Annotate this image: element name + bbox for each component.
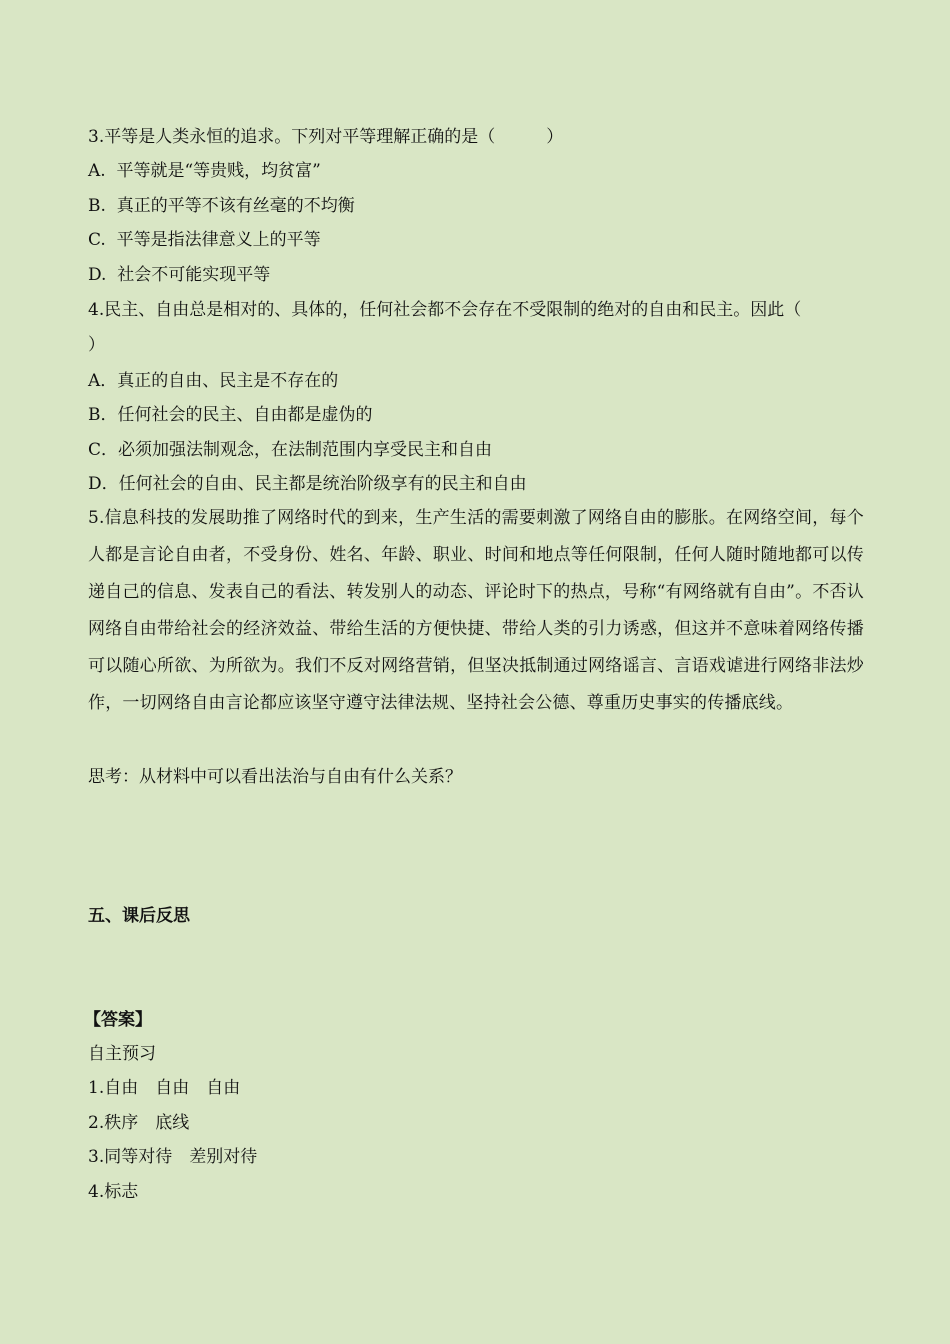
q4-option-d: D．任何社会的自由、民主都是统治阶级享有的民主和自由: [88, 474, 527, 494]
q4-option-b: B．任何社会的民主、自由都是虚伪的: [88, 405, 373, 425]
section-heading-reflection: 五、课后反思: [88, 906, 190, 926]
q3-option-b: B. 真正的平等不该有丝毫的不均衡: [88, 196, 355, 216]
q4-option-c: C．必须加强法制观念，在法制范围内享受民主和自由: [88, 440, 493, 460]
q5-material: 5.信息科技的发展助推了网络时代的到来，生产生活的需要刺激了网络自由的膨胀。在网络空间，每个人都是言论自由者，不受身份、姓名、年龄、职业、时间和地点等任何限制，任何人随时随地都可以传递自己的信息、发表自己的看法、转发别人的动态、评论时下的热点，号称“有网络就有自由”。不否认网络自由带给社会的经济效益、带给生活的方便快捷、带给人类的引力诱惑，但这并不意味着网络传播可以随心所欲、为所欲为。我们不反对网络营销，但坚决抵制通过网络谣言、言语戏谑进行网络非法炒作，一切网络自由言论都应该坚守遵守法律法规、坚持社会公德、尊重历史事实的传播底线。: [88, 508, 864, 713]
q3-option-a: A. 平等就是“等贵贱，均贫富”: [88, 161, 321, 181]
q3-option-c: C. 平等是指法律意义上的平等: [88, 230, 321, 250]
answers-subheading: 自主预习: [88, 1044, 156, 1064]
q4-option-a: A．真正的自由、民主是不存在的: [88, 371, 339, 391]
q4-stem-line1: 4.民主、自由总是相对的、具体的，任何社会都不会存在不受限制的绝对的自由和民主。因此（: [88, 300, 802, 320]
answer-item-1: 1.自由 自由 自由: [88, 1078, 241, 1098]
answer-item-2: 2.秩序 底线: [88, 1113, 190, 1133]
q3-stem: 3.平等是人类永恒的追求。下列对平等理解正确的是（ ）: [88, 127, 564, 147]
q5-question: 思考：从材料中可以看出法治与自由有什么关系？: [88, 767, 462, 787]
answer-item-3: 3.同等对待 差别对待: [88, 1147, 258, 1167]
q4-stem-line2: ）: [88, 335, 105, 355]
answers-heading: 【答案】: [84, 1010, 152, 1030]
q3-option-d: D. 社会不可能实现平等: [88, 265, 271, 285]
answer-item-4: 4.标志: [88, 1182, 139, 1202]
